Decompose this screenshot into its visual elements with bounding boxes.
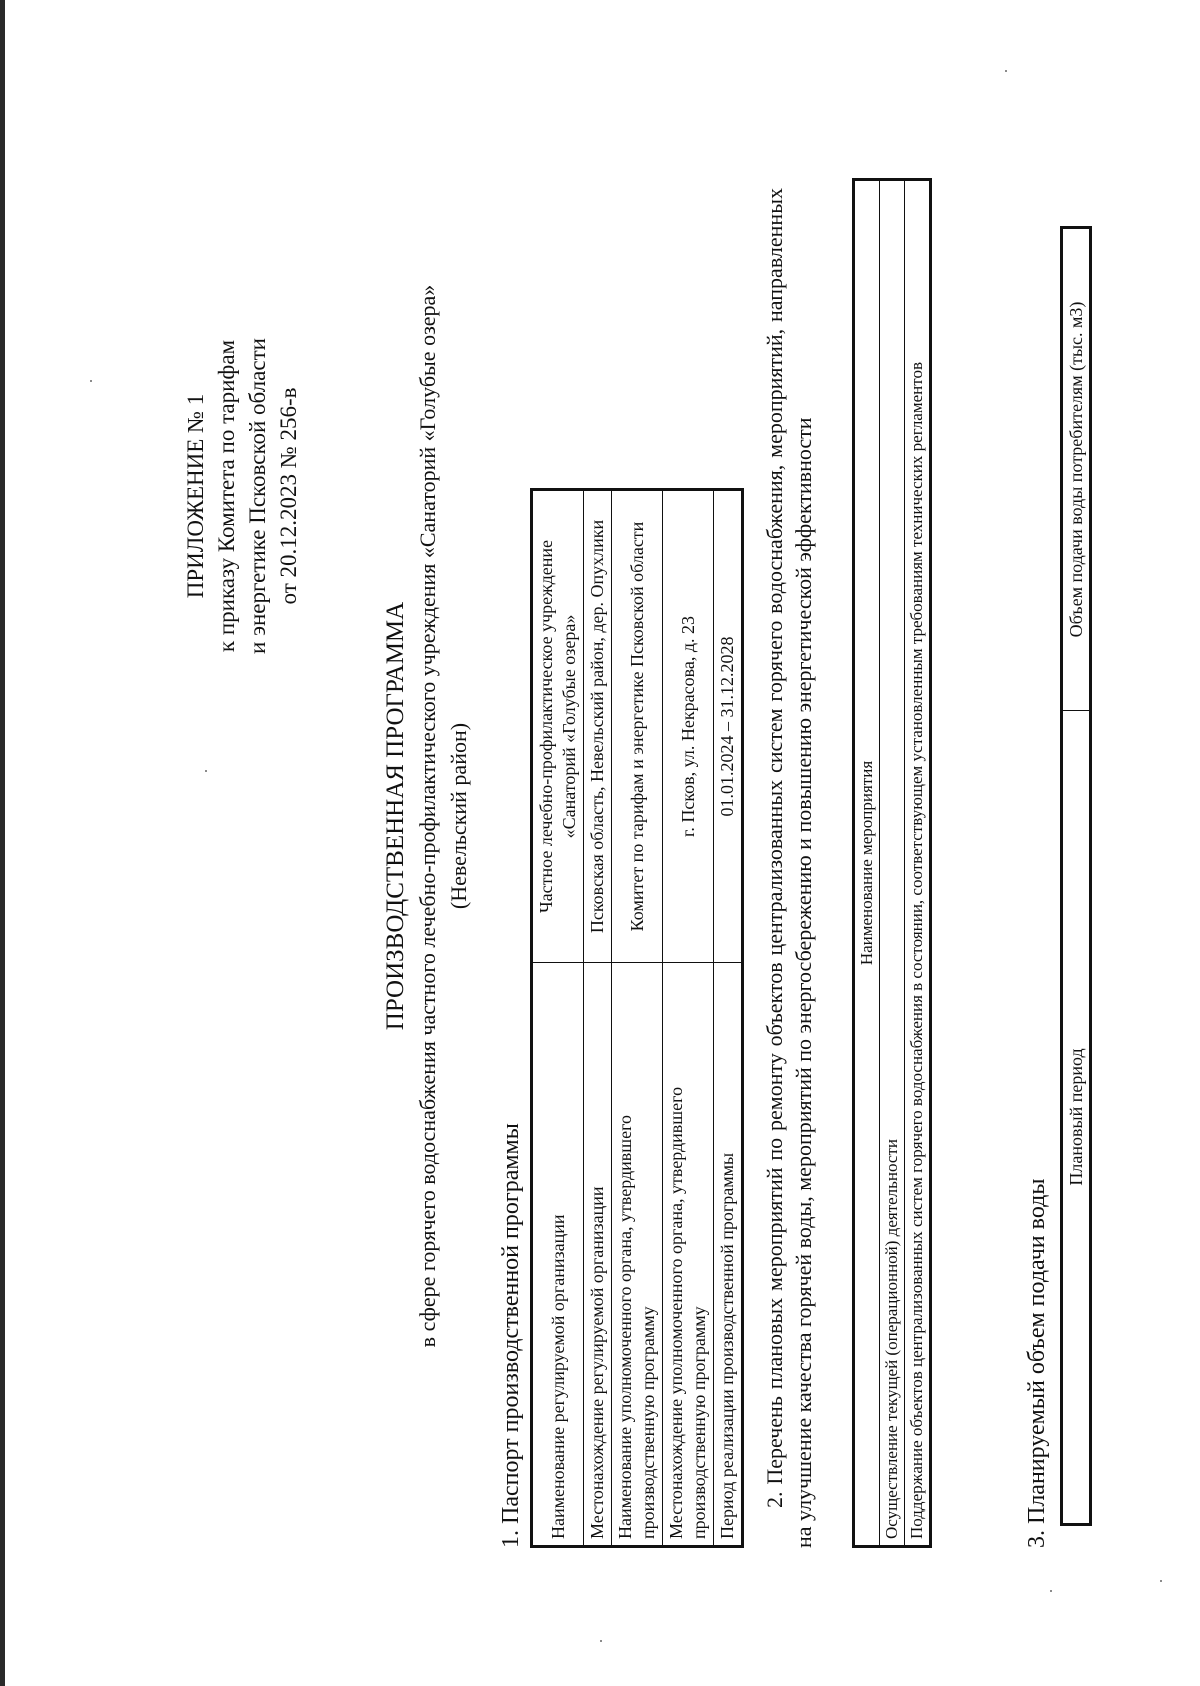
passport-key: Наименование уполномоченного органа, утвердившего производственную программу xyxy=(612,963,663,1547)
volume-col-amount: Объем подачи воды потребителям (тыс. м3) xyxy=(1062,228,1091,711)
section-1-heading: 1. Паспорт производственной программы xyxy=(498,1123,524,1548)
section-3-heading: 3. Планируемый объем подачи воды xyxy=(1024,1178,1050,1548)
passport-key: Наименование регулируемой организации xyxy=(532,963,584,1547)
table-row xyxy=(880,180,905,1547)
passport-value: 01.01.2024 – 31.12.2028 xyxy=(714,490,743,963)
volume-col-period: Плановый период xyxy=(1062,711,1091,1525)
volume-table xyxy=(1060,226,1092,1526)
measure-item: Осуществление текущей (операционной) деятельности xyxy=(880,180,905,1547)
passport-value: г. Псков, ул. Некрасова, д. 23 xyxy=(663,490,714,963)
measures-header: Наименование мероприятия xyxy=(854,180,880,1547)
document-title xyxy=(380,76,474,1556)
section-2-paragraph: 2. Перечень плановых мероприятий по ремонту объектов централизованных систем горячего водоснабжения, мероприятий, направленных на улучшение качества горячей воды, мероприятий по энергосбережению и повышению энергетической эффективности xyxy=(762,188,816,1548)
document-page xyxy=(150,76,1110,1556)
measures-table xyxy=(852,178,932,1548)
header-line: и энергетике Псковской области xyxy=(245,338,270,654)
table-row xyxy=(532,490,584,1547)
passport-key: Местонахождение регулируемой организации xyxy=(584,963,612,1547)
appendix-header xyxy=(180,216,304,776)
passport-value: Псковская область, Невельский район, дер. Опухлики xyxy=(584,490,612,963)
passport-table xyxy=(530,488,744,1548)
table-row xyxy=(905,180,931,1547)
table-row xyxy=(612,490,663,1547)
passport-key: Местонахождение уполномоченного органа, утвердившего производственную программу xyxy=(663,963,714,1547)
title-line-1: ПРОИЗВОДСТВЕННАЯ ПРОГРАММА xyxy=(382,601,409,1031)
header-line: от 20.12.2023 № 256-в xyxy=(276,387,301,605)
table-row xyxy=(663,490,714,1547)
passport-value: Комитет по тарифам и энергетике Псковской области xyxy=(612,490,663,963)
measure-item: Поддержание объектов централизованных систем горячего водоснабжения в состоянии, соответствующем установленным требованиям технических регламентов xyxy=(905,180,931,1547)
title-line-3: (Невельский район) xyxy=(446,722,471,910)
header-line: ПРИЛОЖЕНИЕ № 1 xyxy=(183,393,208,599)
table-row xyxy=(584,490,612,1547)
header-line: к приказу Комитета по тарифам xyxy=(214,339,239,653)
passport-value: Частное лечебно-профилактическое учреждение «Санаторий «Голубые озера» xyxy=(532,490,584,963)
table-row xyxy=(854,180,880,1547)
title-line-2: в сфере горячего водоснабжения частного лечебно-профилактического учреждения «Санаторий «Голубые озера» xyxy=(415,284,440,1348)
table-row xyxy=(714,490,743,1547)
table-row xyxy=(1062,228,1091,1525)
passport-key: Период реализации производственной программы xyxy=(714,963,743,1547)
